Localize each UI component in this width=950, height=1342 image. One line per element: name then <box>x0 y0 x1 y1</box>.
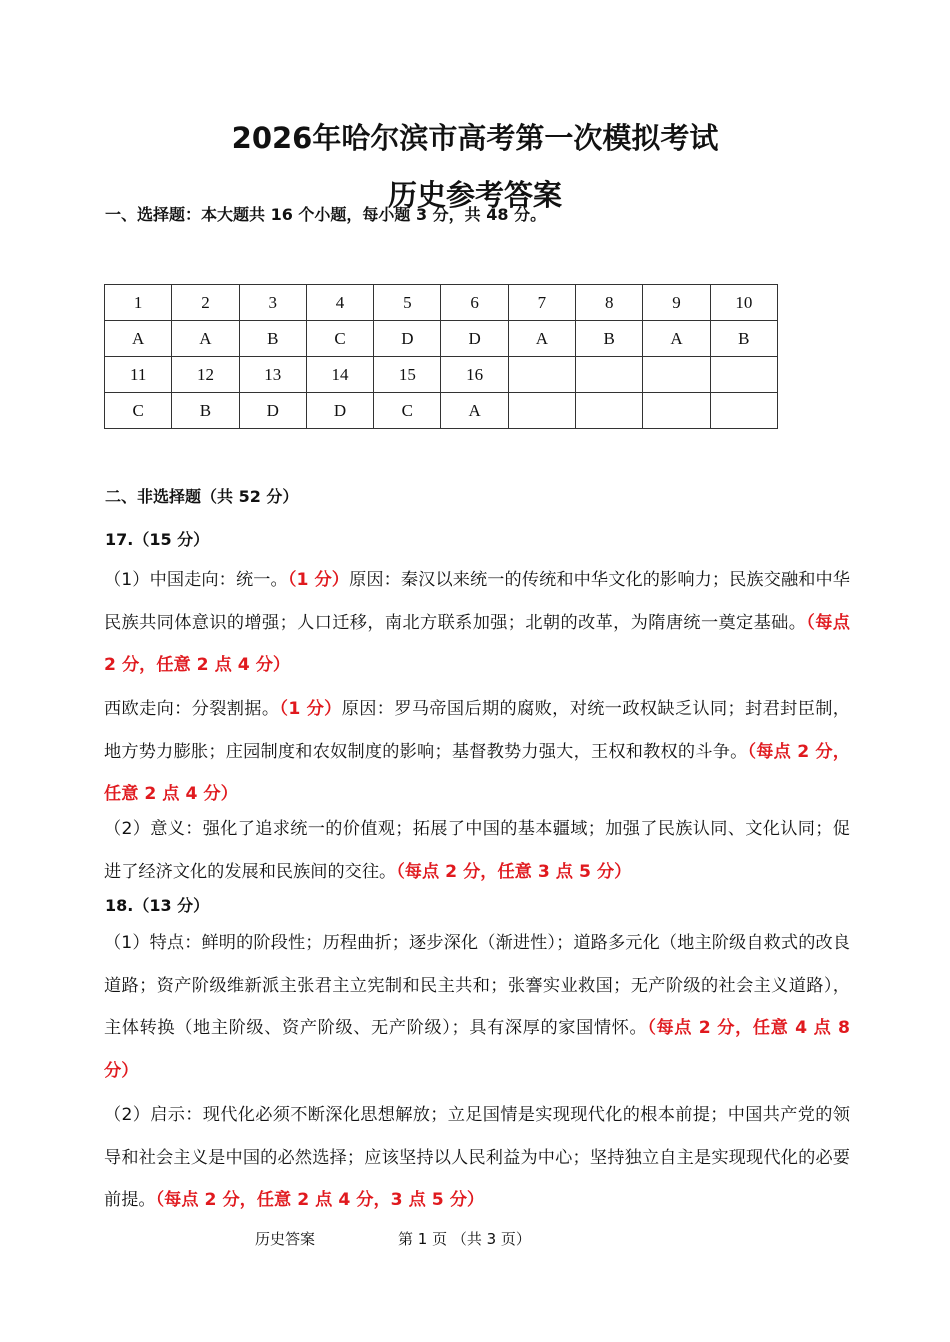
section2-heading: 二、非选择题（共 52 分） <box>105 487 299 506</box>
q17-p1-text: （1）中国走向：统一。 <box>104 570 288 590</box>
q17-p3-scoring: （每点 2 分，任意 3 点 5 分） <box>396 861 632 882</box>
answer-table <box>104 284 778 429</box>
q18-part1 <box>104 922 850 1092</box>
answer-table-cell: 1 <box>105 285 172 321</box>
answer-table-cell: 8 <box>576 285 643 321</box>
answer-table-cell: B <box>710 321 777 357</box>
footer-page-number: 第 1 页 （共 3 页） <box>398 1230 531 1248</box>
answer-table-cell: D <box>374 321 441 357</box>
answer-table-cell: A <box>172 321 239 357</box>
q17-part2 <box>104 808 850 893</box>
answer-table-cell: A <box>643 321 710 357</box>
question-18-label: 18.（13 分） <box>105 896 210 915</box>
q17-p2-rest: 原因：罗马帝国后期的腐败，对统一政权缺乏认同；封君封臣制，地方势力膨胀；庄园制度和农奴制度的影响；基督教势力强大，王权和教权的斗争。 <box>104 699 850 762</box>
answer-table-cell <box>508 357 575 393</box>
answer-table-cell <box>710 393 777 429</box>
answer-table-cell: A <box>105 321 172 357</box>
q17-part1-china <box>104 559 850 687</box>
answer-table-cell <box>508 393 575 429</box>
q17-p3-text: （2）意义：强化了追求统一的价值观；拓展了中国的基本疆域；加强了民族认同、文化认同；促进了经济文化的发展和民族间的交往。 <box>104 819 850 882</box>
answer-table-cell: 6 <box>441 285 508 321</box>
question-17-label: 17.（15 分） <box>105 530 210 549</box>
answer-table-cell: C <box>374 393 441 429</box>
answer-table-cell: 13 <box>239 357 306 393</box>
answer-table-cell: 16 <box>441 357 508 393</box>
answer-table-cell: C <box>306 321 373 357</box>
q17-p2-score: （1 分） <box>279 699 342 719</box>
answer-table-cell: 5 <box>374 285 441 321</box>
q17-p1-score: （1 分） <box>287 570 350 590</box>
q17-p1-rest: 原因：秦汉以来统一的传统和中华文化的影响力；民族交融和中华民族共同体意识的增强；人口迁移，南北方联系加强；北朝的改革，为隋唐统一奠定基础。 <box>104 570 850 633</box>
answer-table-cell: 10 <box>710 285 777 321</box>
answer-table-cell: 4 <box>306 285 373 321</box>
answer-table-cell: D <box>306 393 373 429</box>
answer-table-cell: 12 <box>172 357 239 393</box>
answer-table-cell: 7 <box>508 285 575 321</box>
answer-table-cell: D <box>239 393 306 429</box>
answer-table-cell <box>643 393 710 429</box>
answer-table-row <box>105 357 778 393</box>
answer-table-cell <box>576 357 643 393</box>
section1-heading: 一、选择题：本大题共 16 个小题，每小题 3 分，共 48 分。 <box>105 205 547 224</box>
answer-table-row <box>105 321 778 357</box>
answer-table-cell: 14 <box>306 357 373 393</box>
answer-table-cell: B <box>239 321 306 357</box>
q18-p2-scoring: （每点 2 分，任意 2 点 4 分，3 点 5 分） <box>155 1190 485 1210</box>
answer-table-cell: D <box>441 321 508 357</box>
q17-part1-europe <box>104 688 850 816</box>
exam-title: 2026年哈尔滨市高考第一次模拟考试 <box>231 121 719 155</box>
q17-p2-scoring: （每点 2 分，任意 2 点 4 分） <box>104 741 850 804</box>
q17-p1-scoring: （每点 2 分，任意 2 点 4 分） <box>104 612 850 675</box>
answer-table-row <box>105 285 778 321</box>
answer-table-cell: 11 <box>105 357 172 393</box>
answer-table-cell <box>643 357 710 393</box>
answer-table-cell: 9 <box>643 285 710 321</box>
footer-doc-name: 历史答案 <box>255 1230 316 1248</box>
q17-p2-text: 西欧走向：分裂割据。 <box>104 699 280 719</box>
q18-p1-text: （1）特点：鲜明的阶段性；历程曲折；逐步深化（渐进性）；道路多元化（地主阶级自救式的改良道路；资产阶级维新派主张君主立宪制和民主共和；张謇实业救国；无产阶级的社会主义道路），主体转换（地主阶级、资产阶级、无产阶级）；具有深厚的家国情怀。 <box>104 933 850 1038</box>
answer-table-cell: C <box>105 393 172 429</box>
answer-table-cell <box>710 357 777 393</box>
answer-table-cell <box>576 393 643 429</box>
answer-table-cell: 3 <box>239 285 306 321</box>
answer-table-cell: A <box>508 321 575 357</box>
answer-table-cell: A <box>441 393 508 429</box>
answer-table-row <box>105 393 778 429</box>
q18-p1-scoring: （每点 2 分，任意 4 点 8 分） <box>104 1018 850 1081</box>
q18-p2-text: （2）启示：现代化必须不断深化思想解放；立足国情是实现现代化的根本前提；中国共产党的领导和社会主义是中国的必然选择；应该坚持以人民利益为中心；坚持独立自主是实现现代化的必要前提。 <box>104 1105 850 1210</box>
answer-table-cell: B <box>172 393 239 429</box>
answer-table-cell: B <box>576 321 643 357</box>
answer-table-cell: 15 <box>374 357 441 393</box>
answer-table-cell: 2 <box>172 285 239 321</box>
q18-part2 <box>104 1094 850 1222</box>
exam-subtitle: 历史参考答案 <box>387 178 562 212</box>
